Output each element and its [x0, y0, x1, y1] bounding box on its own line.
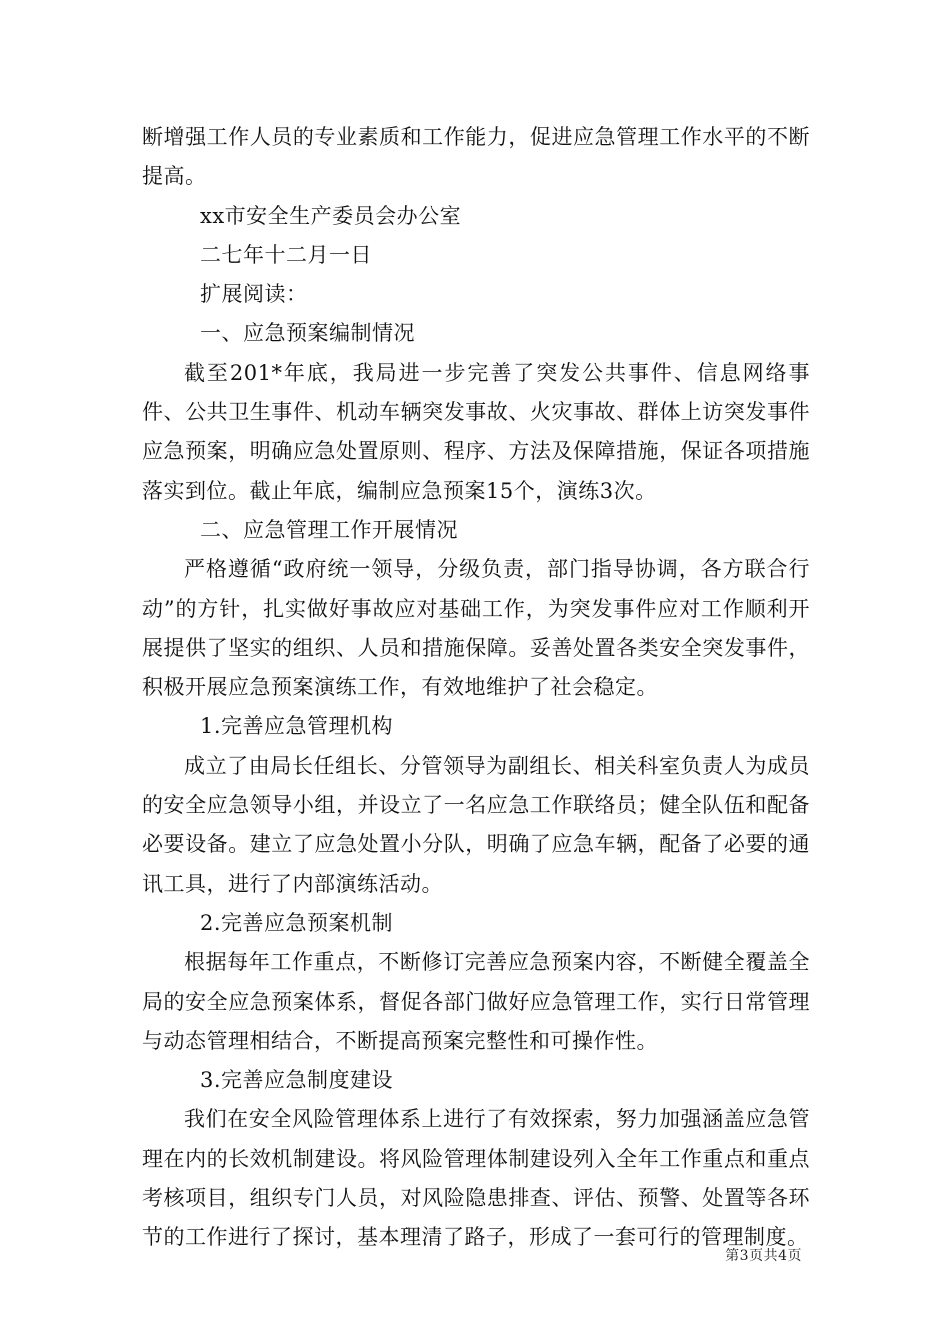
- paragraph-organization: 成立了由局长任组长、分管领导为副组长、相关科室负责人为成员的安全应急领导小组，并设立了一名应急工作联络员；健全队伍和配备必要设备。建立了应急处置小分队，明确了应急车辆，配备了必要的通讯工具，进行了内部演练活动。: [142, 753, 810, 896]
- subheading-3: 3.完善应急制度建设: [200, 1068, 394, 1093]
- paragraph-system-building: 我们在安全风险管理体系上进行了有效探索，努力加强涵盖应急管理在内的长效机制建设。将风险管理体制建设列入全年工作重点和重点考核项目，组织专门人员，对风险隐患排查、评估、预警、处置等各环节的工作进行了探讨，基本理清了路子，形成了一套可行的管理制度。: [142, 1107, 810, 1250]
- paragraph-management-work: 严格遵循“政府统一领导，分级负责，部门指导协调，各方联合行动”的方针，扎实做好事故应对基础工作，为突发事件应对工作顺利开展提供了坚实的组织、人员和措施保障。妥善处置各类安全突发事件，积极开展应急预案演练工作，有效地维护了社会稳定。: [142, 557, 810, 700]
- paragraph-continuation: 断增强工作人员的专业素质和工作能力，促进应急管理工作水平的不断提高。: [142, 125, 810, 189]
- section-heading-2: 二、应急管理工作开展情况: [200, 517, 458, 542]
- subheading-1: 1.完善应急管理机构: [200, 714, 394, 739]
- paragraph-plan-compilation: 截至201*年底，我局进一步完善了突发公共事件、信息网络事件、公共卫生事件、机动车辆突发事故、火灾事故、群体上访突发事件应急预案，明确应急处置原则、程序、方法及保障措施，保证各项措施落实到位。截止年底，编制应急预案15个，演练3次。: [142, 360, 810, 503]
- issuer-line: xx市安全生产委员会办公室: [200, 203, 462, 228]
- section-heading-1: 一、应急预案编制情况: [200, 321, 415, 346]
- document-body: [142, 118, 810, 1258]
- page-number-footer: 第3页共4页: [725, 1248, 802, 1264]
- extended-reading-label: 扩展阅读：: [200, 282, 308, 307]
- subheading-2: 2.完善应急预案机制: [200, 910, 394, 935]
- paragraph-plan-mechanism: 根据每年工作重点，不断修订完善应急预案内容，不断健全覆盖全局的安全应急预案体系，督促各部门做好应急管理工作，实行日常管理与动态管理相结合，不断提高预案完整性和可操作性。: [142, 950, 810, 1053]
- date-line: 二七年十二月一日: [200, 242, 372, 267]
